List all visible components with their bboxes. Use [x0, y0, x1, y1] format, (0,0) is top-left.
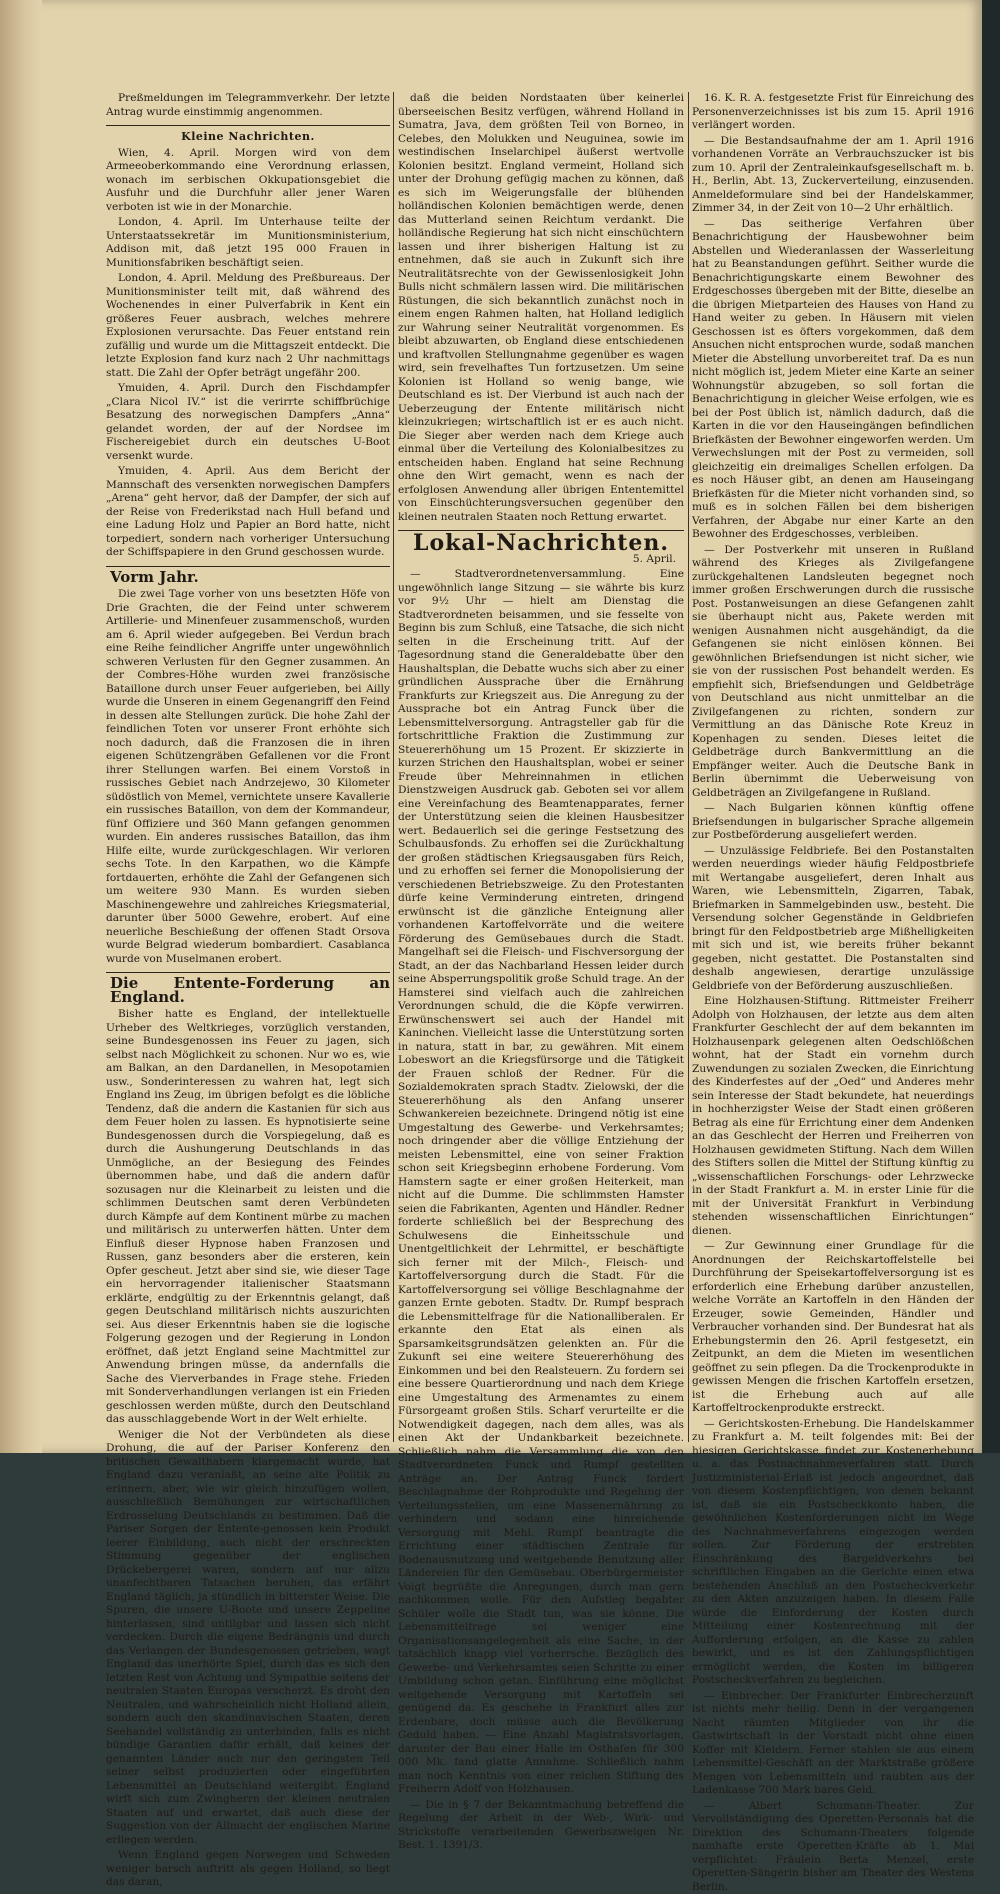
article-paragraph: Eine Holzhausen-Stiftung. Rittmeister Freiherr Adolph von Holzhausen, der letzte aus dem alten Frankfurter Geschlecht der auf dem bekannten im Holzhausenpark gelegenen alten Oedschlößchen wohnt, hat der Stadt ein vornehm durch Zuwendungen zu sozialen Zwecken, die Einrichtung des Kinderfestes auf der „Oed“ und Anderes mehr sein Interesse der Stadt bekundete, hat neuerdings in hochherzigster Weise der Stadt einen größeren Betrag als eine für Errichtung einer dem Andenken an das Geschlecht der Herren und Freiherren von Holzhausen gewidmeten Stiftung. Nach dem Willen des Stifters sollen die Mittel der Stiftung künftig zu „wissenschaftlichen Forschungs- oder Lehrzwecke in der Stadt Frankfurt a. M. in erster Linie für die mit der Universität Frankfurt in Verbindung stehenden wissenschaftlichen Einrichtungen“ dienen.	[692, 995, 974, 1238]
article-paragraph: — Die Bestandsaufnahme der am 1. April 1916 vorhandenen Vorräte an Verbrauchszucker ist bis zum 10. April der Zentraleinkaufsgesellschaft m. b. H., Berlin, Abt. 13, Zuckerverteilung, einzusenden. Anmeldeformulare sind bei der Handelskammer, Zimmer 34, in der Zeit von 10—2 Uhr erhältlich.	[692, 135, 974, 216]
article-paragraph: — Das seitherige Verfahren über Benachrichtigung der Hausbewohner beim Abstellen und Wiederanlassen der Wasserleitung hat zu Beanstandungen geführt. Seither wurde die Benachrichtigungskarte einem Bewohner des Erdgeschosses übergeben mit der Bitte, dieselbe an die übrigen Mietparteien des Hauses von Hand zu Hand weiter zu geben. In Häusern mit vielen Geschossen ist es öfters vorgekommen, daß dem Ansuchen nicht entsprochen wurde, sodaß manchen Mieter die Abstellung unvorbereitet traf. Da es nun nicht möglich ist, jedem Mieter eine Karte an seiner Wohnungstür abzugeben, so soll fortan die Benachrichtigung in gleicher Weise erfolgen, wie es bei der Post üblich ist, nämlich dadurch, daß die Karten in die vor den Hauseingängen befindlichen Briefkästen der Bewohner eingeworfen werden. Um Verwechslungen mit der Post zu vermeiden, soll gleichzeitig ein dreimaliges Schellen erfolgen. Da es noch Häuser gibt, an denen am Hauseingang Briefkästen für die Mieter nicht vorhanden sind, so muß es in solchen Fällen bei dem bisherigen Verfahren, der Abgabe nur einer Karte an den Bewohner des Erdgeschosses, verbleiben.	[692, 218, 974, 542]
news-item: Ymuiden, 4. April. Durch den Fischdampfer „Clara Nicol IV.“ ist die verirrte schiffbrüchige Besatzung des norwegischen Dampfers „Anna“ gelandet worden, der auf der Nordsee im Fischereigebiet durch ein deutsches U-Boot versenkt wurde.	[106, 382, 390, 463]
article-paragraph: Die zwei Tage vorher von uns besetzten Höfe von Drie Grachten, die der Feind unter schwerem Artillerie- und Minenfeuer zusammenschoß, wurden am 6. April wieder aufgegeben. Bei Verdun brach eine Reihe feindlicher Angriffe unter ungewöhnlich schweren Verlusten für den Gegner zusammen. An der Combres-Höhe wurden zwei französische Bataillone durch unser Feuer aufgerieben, bei Ailly wurde die Unseren in einem Gegenangriff den Feind in dessen alte Stellungen zurück. Die hohe Zahl der feindlichen Toten vor unserer Front erhöhte sich noch dadurch, daß die Franzosen die in ihren eigenen Schützengräben Gefallenen vor die Front ihrer Stellungen warfen. Bei einem Vorstoß in russisches Gebiet nach Andrzejewo, 30 Kilometer südöstlich von Memel, vernichtete unsere Kavallerie ein russisches Bataillon, von dem der Kommandeur, fünf Offiziere und 360 Mann gefangen genommen wurden. Ein anderes russisches Bataillon, das ihm Hilfe eilte, wurde zurückgeschlagen. Wir verloren sechs Tote. In den Karpathen, wo die Kämpfe fortdauerten, erhöhte die Zahl der Gefangenen sich um weitere 930 Mann. Es wurden sieben Maschinengewehre und zahlreiches Kriegsmaterial, darunter über 5000 Gewehre, erobert. Auf eine neuerliche Beschießung der offenen Stadt Orsova wurde Belgrad wiederum bombardiert. Casablanca wurde von Muselmanen erobert.	[106, 588, 390, 966]
article-paragraph: — Einbrecher. Der Frankfurter Einbrecherzunft ist nichts mehr heilig. Denn in der vergangenen Nacht räumten Mitglieder von ihr die Gastwirtschaft in der Vorstadt nicht ohne einen Koffer mit Kleidern. Ferner stahlen sie aus einem Lebensmittel-Geschäft an der Marktstraße größere Mengen von Lebensmitteln und raubten aus der Ladenkasse 700 Mark bares Geld.	[692, 1690, 974, 1798]
top-paragraph: Preßmeldungen im Telegrammverkehr. Der letzte Antrag wurde einstimmig angenommen.	[106, 92, 390, 119]
article-paragraph: Bisher hatte es England, der intellektuelle Urheber des Weltkrieges, vorzüglich verstanden, seine Bundesgenossen ins Feuer zu jagen, sich selbst nach Möglichkeit zu schonen. Nur wo es, wie am Balkan, an den Dardanellen, in Mesopotamien usw., Sonderinteressen zu wahren hat, legt sich England ins Zeug, im übrigen befolgt es die löbliche Tendenz, daß die andern die Kastanien für sich aus dem Feuer holen zu lassen. Es hypnotisierte seine Bundesgenossen durch die Vorspiegelung, daß es durch die Aushungerung Deutschlands in das Unmögliche, an der Besiegung des Feindes übernommen habe, und daß die andern dafür sozusagen nur die Kleinarbeit zu leisten und die schlimmen Deutschen samt deren Verbündeten durch Kämpfe auf dem Kontinent mürbe zu machen und militärisch zu unterwerfen hätten. Unter dem Einfluß dieser Hypnose haben Franzosen und Russen, ganz besonders aber die ersteren, kein Opfer gescheut. Jetzt aber sind sie, wie dieser Tage ein hervorragender italienischer Staatsmann erklärte, endgültig zu der Erkenntnis gelangt, daß gegen Deutschland militärisch nichts auszurichten sei. Aus dieser Erkenntnis haben sie die logische Folgerung gezogen und der Regierung in London eröffnet, daß jetzt England seine Machtmittel zur Anwendung bringen müsse, da andernfalls die Sache des Vierverbandes in Frage stehe. Frieden mit Sonderverhandlungen verlangen ist ein Frieden geschlossen werden müßte, durch den Deutschland das ausschlaggebende Wort in der Welt erhielte.	[106, 1008, 390, 1427]
section-divider	[106, 125, 390, 126]
column-rule	[393, 92, 394, 1442]
page-edge-shadow	[982, 0, 1000, 1453]
column-right	[692, 92, 974, 1442]
article-paragraph: — Die in § 7 der Bekanntmachung betreffend die Regelung der Arbeit in der Web-, Wirk- und Strickstoffe verarbeitenden Gewerbszweigen Nr. Best. 1. 1391/3.	[398, 1799, 684, 1853]
news-item: London, 4. April. Meldung des Preßbureaus. Der Munitionsminister teilt mit, daß während des Wochenendes in einer Pulverfabrik in Kent ein größeres Feuer ausbrach, welches mehrere Explosionen verursachte. Das Feuer entstand rein zufällig und wurde um die Mittagszeit entdeckt. Die letzte Explosion fand kurz nach 2 Uhr nachmittags statt. Die Zahl der Opfer beträgt ungefähr 200.	[106, 272, 390, 380]
section-divider	[106, 972, 390, 973]
article-paragraph: — Unzulässige Feldbriefe. Bei den Postanstalten werden neuerdings wieder häufig Feldpostbriefe mit Wertangabe ausgeliefert, deren Inhalt aus Waren, wie Lebensmitteln, Zigarren, Tabak, Briefmarken in Sammelgebinden usw., besteht. Die Versendung solcher Gegenstände in Geldbriefen bringt für den Feldpostbetrieb arge Mißhelligkeiten mit sich und ist, wie bereits früher bekannt gegeben, nicht gestattet. Die Postanstalten sind deshalb angewiesen, derartige unzulässige Geldbriefe von der Beförderung auszuschließen.	[692, 845, 974, 994]
article-paragraph: — Albert Schumann-Theater. Zur Vervollständigung des Operetten-Personals hat die Direktion des Schumann-Theaters folgende namhafte erste Operetten-Kräfte ab 1. Mai verpflichtet: Fräulein Berta Menzel, erste Operetten-Sängerin bisher am Theater des Westens Berlin.	[692, 1800, 974, 1894]
entente-heading: Die Entente-Forderung an England.	[110, 977, 390, 1004]
news-item: Wien, 4. April. Morgen wird von dem Armeeoberkommando eine Verordnung erlassen, wonach im serbischen Okkupationsgebiet die Ausfuhr und die Durchfuhr aller jener Waren verboten ist wie in der Monarchie.	[106, 147, 390, 215]
section-divider	[106, 566, 390, 567]
article-paragraph: daß die beiden Nordstaaten über keinerlei überseeischen Besitz verfügen, während Holland in Sumatra, Java, dem größten Teil von Borneo, in Celebes, den Molukken und Neuguinea, sowie im westindischen Inselarchipel äußerst wertvolle Kolonien besitzt. England vermeint, Holland sich unter der Drohung gefügig machen zu können, daß es sich im Weigerungsfalle der blühenden holländischen Kolonien bemächtigen werde, denen das Mutterland seinen Reichtum verdankt. Die holländische Regierung hat sich nicht einschüchtern lassen und ihrer bisherigen Haltung ist zu entnehmen, daß sie auch in Zukunft sich ihre Neutralitätsrechte von der Gewissenlosigkeit John Bulls nicht schmälern lassen wird. Die militärischen Rüstungen, die sich bekanntlich zunächst noch in einem engen Rahmen halten, hat Holland lediglich zur Wahrung seiner Neutralität vorgenommen. Es bleibt abzuwarten, ob England diese entschiedenen und kraftvollen Stellungnahme gegenüber es wagen wird, sein frevelhaftes Tun fortzusetzen. Um seine Kolonien ist Holland so wenig bange, wie Deutschland es ist. Der Vierbund ist auch nach der Ueberzeugung der Entente militärisch nicht kleinzukriegen; wirtschaftlich ist er es auch nicht. Die Sieger aber werden nach dem Kriege auch einmal über die Verteilung des Kolonialbesitzes zu entscheiden haben. England hat seine Rechnung ohne den Wirt gemacht, wenn es nach der erfolglosen Anwendung aller übrigen Ententemittel von Einschüchterungsversuchen gegenüber den kleinen neutralen Staaten noch Rettung erwartet.	[398, 92, 684, 524]
article-paragraph: — Nach Bulgarien können künftig offene Briefsendungen in bulgarischer Sprache allgemein zur Postbeförderung ausgeliefert werden.	[692, 802, 974, 843]
article-paragraph: — Zur Gewinnung einer Grundlage für die Anordnungen der Reichskartoffelstelle bei Durchführung der Speisekartoffelversorgung ist es erforderlich eine Erhebung darüber anzustellen, welche Vorräte an Kartoffeln in den Händen der Erzeuger, sowie Gemeinden, Händler und Verbraucher vorhanden sind. Der Bundesrat hat als Erhebungstermin den 26. April festgesetzt, ein Zeitpunkt, an dem die Mieten im wesentlichen geöffnet zu sein pflegen. Da die Trockenprodukte in gewissen Mengen die frischen Kartoffeln ersetzen, ist die Erhebung auch auf alle Kartoffeltrockenprodukte erstreckt.	[692, 1240, 974, 1416]
article-paragraph: — Der Postverkehr mit unseren in Rußland während des Krieges als Zivilgefangene zurückgehaltenen Landsleuten begegnet noch immer großen Erschwerungen durch die russische Post. Postanweisungen an diese Gefangenen zahlt sie überhaupt nicht aus, Pakete werden mit wenigen Ausnahmen nicht ausgehändigt, da die Gefangenen sie nicht einlösen können. Bei gewöhnlichen Briefsendungen ist nicht sicher, wie sie von der russischen Post behandelt werden. Es empfiehlt sich, Briefsendungen und Geldbeträge von Deutschland aus nicht unmittelbar an die Zivilgefangenen zu richten, sondern zur Vermittlung an das Dänische Rote Kreuz in Kopenhagen zu senden. Dieses leitet die Geldbeträge durch Bankvermittlung an die Empfänger weiter. Auch die Deutsche Bank in Berlin übernimmt die Ueberweisung von Geldbeträgen an Zivilgefangene in Rußland.	[692, 544, 974, 801]
article-paragraph: Weniger die Not der Verbündeten als diese Drohung, die auf der Pariser Konferenz den britischen Gewalthabern klargemacht wurde, hat England dazu veranlaßt, an seine alte Politik zu erinnern, aber, wie wir gleich hinzufügen wollen, ausschließlich Bemühungen zur wirtschaftlichen Erdrosselung Deutschlands zu bestimmen. Daß die Pariser Sorgen der Entente-genossen kein Produkt leerer Einbildung, auch nicht der erschreckten Stimmung gegenüber der englischen Drückebergerei waren, sondern auf nur allzu unanfechtbaren Tatsachen beruhen, das erfährt England täglich, ja stündlich in bitterster Weise. Die Spuren, die unsere U-Boote und unsere Zeppeline hinterlassen, sind untilgbar und lassen sich nicht verdecken. Durch die eigene Bedrängnis und durch das Verlangen der Bundesgenossen getrieben, wagt England das unerhörte Spiel, durch das es sich den letzten Rest von Achtung und Sympathie seitens der neutralen Staaten Europas verscherzt. Es droht den Neutralen, und wahrscheinlich nicht Holland allein, sondern auch den skandinavischen Staaten, deren Seehandel vollständig zu unterbinden, falls es nicht bündige Garantien dafür erhält, daß keines der genannten Länder auch nur den geringsten Teil seiner selbst produzierten oder eingeführten Lebensmittel an Deutschland weitergibt. England wirft sich zum Zwingherrn der kleinen neutralen Staaten auf und erwartet, daß auch diese der Suggestion von der Allmacht der englischen Marine erliegen werden.	[106, 1429, 390, 1848]
article-paragraph: 16. K. R. A. festgesetzte Frist für Einreichung des Personenverzeichnisses ist bis zum 15. April 1916 verlängert worden.	[692, 92, 974, 133]
dateline: 5. April.	[398, 553, 684, 567]
news-item: London, 4. April. Im Unterhause teilte der Unterstaatssekretär im Munitionsministerium, Addison mit, daß jetzt 195 000 Frauen in Munitionsfabriken beschäftigt seien.	[106, 216, 390, 270]
column-left	[106, 92, 390, 1442]
kleine-nachrichten-heading: Kleine Nachrichten.	[106, 130, 390, 144]
article-paragraph: Wenn England gegen Norwegen und Schweden weniger barsch auftritt als gegen Holland, so liegt das daran,	[106, 1849, 390, 1890]
article-paragraph: — Stadtverordnetenversammlung. Eine ungewöhnlich lange Sitzung — sie währte bis kurz vor 9½ Uhr — hielt am Dienstag die Stadtverordneten beisammen, und sie fesselte von Beginn bis zum Schluß, eine Tatsache, die sich nicht selten in die Erscheinung tritt. Auf der Tagesordnung stand die Generaldebatte über den Haushaltsplan, die Debatte wuchs sich aber zu einer gründlichen Aussprache über die Ernährung Frankfurts zur Kriegszeit aus. Die Anregung zu der Aussprache bot ein Antrag Funck über die Lebensmittelversorgung. Antragsteller gab für die fortschrittliche Fraktion die Zustimmung zur Steuererhöhung um 15 Prozent. Er skizzierte in kurzen Strichen den Haushaltsplan, wobei er seiner Freude über Mehreinnahmen in etlichen Dienstzweigen Ausdruck gab. Geboten sei vor allem eine Vereinfachung des Beamtenapparates, ferner der Unterstützung seien die kleinen Hausbesitzer wert. Bedauerlich sei die geringe Festsetzung des Schulbausfonds. Zu erhoffen sei die Zurückhaltung der großen städtischen Kriegsausgaben fürs Reich, und zu erhoffen sei ferner die Monopolisierung der verschiedenen Betriebszweige. Zu den Protestanten dürfe keine Verminderung eintreten, dringend erwünscht ist die gänzliche Enteignung aller vorhandenen Kartoffelvorräte und die weitere Förderung des Gemüsebaues durch die Stadt. Mangelhaft sei die Fleisch- und Fischversorgung der Stadt, an der das Nachbarland Hessen leider durch seine Absperrungspolitik große Schuld trage. An der Hamsterei sind vielfach auch die zahlreichen Verordnungen schuld, die die Köpfe verwirren. Erwünschenswert sei auch der Handel mit Kaninchen. Vielleicht lasse die Unterstützung sorten in natura, statt in bar, zu gewähren. Mit einem Lobeswort an die Kriegsfürsorge und die Tätigkeit der Frauen schloß der Redner. Für die Sozialdemokraten sprach Stadtv. Zielowski, der die Steuererhöhung als den Anfang unserer Schwankereien bezeichnete. Dringend nötig ist eine Umgestaltung des Gewerbe- und Verkehrsamtes; noch dringender aber die völlige Entziehung der meisten Lebensmittel, eine von seiner Fraktion schon seit Kriegsbeginn erhobene Forderung. Vom Hamstern sagte er einer großen Heiterkeit, man nicht auf die Dumme. Die schlimmsten Hamster seien die Fabrikanten, Agenten und Händler. Redner forderte schließlich bei der Besprechung des Schulwesens die Einheitsschule und Unentgeltlichkeit der Lehrmittel, er beschäftigte sich ferner mit der Milch-, Fleisch- und Kartoffelversorgung durch die Stadt. Für die Kartoffelversorgung sei völlige Beschlagnahme der ganzen Ernte geboten. Stadtv. Dr. Rumpf besprach die Lebensmittelfrage für die Nationalliberalen. Er erkannte den Etat als einen als Sparsamkeitsgrundsätzen gelenkten an. Für die Zukunft sei eine weitere Steuererhöhung des Einkommen und bei den Realsteuern. Zu fordern sei eine bessere Quartierordnung und nach dem Kriege eine Umgestaltung des Armenamtes zu einem Fürsorgeamt großen Stils. Scharf verurteilte er die Notwendigkeit dagegen, nach dem alles, was als einen Akt der Undankbarkeit bezeichnete. Schließlich nahm die Versammlung die von den Stadtverordneten Funck und Rumpf gestellten Anträge an. Der Antrag Funck fordert Beschlagnahme der Rohprodukte und Regelung der Verteilungsstellen, um eine Massenernährung zu verhindern und sodann eine hinreichende Versorgung mit Mehl. Rumpf beantragte die Errichtung einer städtischen Zentrale für Bodenausnutzung und weitgehende Benutzung aller Ländereien für den Gemüsebau. Oberbürgermeister Voigt begrüßte die Anregungen, durch man gern nachkommen wolle. Für den Aufstieg begabter Schüler wolle die Stadt tun, was sie könne. Die Lebensmittelfrage sei weniger eine Organisationsangelegenheit als eine Sache, in der tatsächlich knapp viel vorherrsche. Bezüglich des Gewerbe- und Verkehrsamtes seien Schritte zu einer Umbildung schon getan. Einführung eine möglichst weitgehende Versorgung mit Kartoffeln sei genügend da. Es geschehe in Frankfurt alles zur Erdenbare, doch müsse auch die Bevölkerung Geduld haben. — Eine Anzahl Magistratsvorlagen, darunter der Bau einer Halle im Osthafen für 300 000 Mk. fand glatte Annahme. Schließlich nahm man noch Kenntnis von einer reichen Stiftung des Freiherrn Adolf von Holzhausen.	[398, 568, 684, 1797]
article-paragraph: — Gerichtskosten-Erhebung. Die Handelskammer zu Frankfurt a. M. teilt folgendes mit: Bei der hiesigen Gerichtskasse findet zur Kostenerhebung u. a. das Postnachnahmeverfahren statt. Durch Justizministerial-Erlaß ist jedoch angeordnet, daß von diesem Kostenpflichtigen, von denen bekannt ist, daß sie ein Postscheckkonto haben, die gewöhnlichen Kostenforderungen nicht im Wege des Nachnahmeverfahrens eingezogen werden sollen. Zur Förderung der erstrebten Einschränkung des Bargeldverkehrs bei schriftlichen Eingaben an die Gerichte einen etwa bestehenden Anschluß an den Postscheckverkehr zu den Akten anzuzeigen haben. In diesem Falle würde die Einforderung der Kosten durch Mitteilung einer Kostenrechnung mit der Aufforderung erfolgen, an die Kasse zu zahlen bewirkt, und es ist den Zahlungspflichtigen ermöglicht werden, die Kosten im billigeren Postscheckverfahren zu begleichen.	[692, 1418, 974, 1688]
news-item: Ymuiden, 4. April. Aus dem Bericht der Mannschaft des versenkten norwegischen Dampfers „Arena“ geht hervor, daß der Dampfer, der sich auf der Reise von Frederikstad nach Hull befand und eine Ladung Holz und Papier an Bord hatte, nicht torpediert, sondern nach vorheriger Untersuchung der Schiffspapiere in den Grund geschossen wurde.	[106, 465, 390, 560]
column-rule	[688, 92, 689, 1442]
column-middle	[398, 92, 684, 1442]
lokal-nachrichten-heading: Lokal-Nachrichten.	[398, 537, 684, 551]
binding-gutter	[0, 0, 42, 1453]
vorm-jahr-heading: Vorm Jahr.	[110, 571, 390, 585]
